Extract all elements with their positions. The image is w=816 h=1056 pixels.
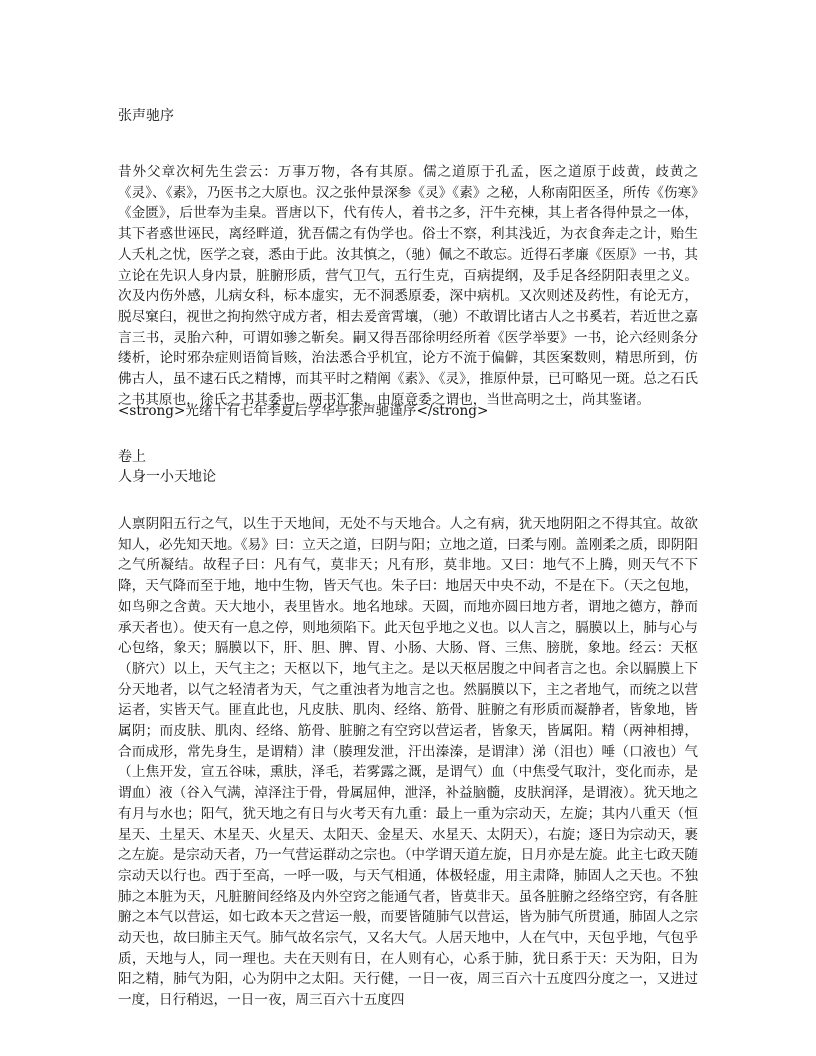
chapter-body: 人禀阴阳五行之气，以生于天地间，无处不与天地合。人之有病，犹天地阴阳之不得其宜。故欲知人，必先知天地。《易》曰：立天之道，曰阴与阳；立地之道，曰柔与刚。盖刚柔之质，即阴阳之气所凝结。故程子曰：凡有气，莫非天；凡有形，莫非地。又曰：地气不上腾，则天气不下降，天气降而至于地，地中生物，皆天气也。朱子曰：地居天中央不动，不是在下。（天之包地，如鸟卵之含黄。天大地小，表里皆水。地名地球。天圆，而地亦圆曰地方者，谓地之德方，静而承天者也）。使天有一息之停，则地须陷下。此天包乎地之义也。以人言之，膈膜以上，肺与心与心包络，象天；膈膜以下，肝、胆、脾、胃、小肠、大肠、肾、三焦、膀胱，象地。经云：天枢（脐穴）以上，天气主之；天枢以下，地气主之。是以天枢居腹之中间者言之也。余以膈膜上下分天地者，以气之轻清者为天，气之重浊者为地言之也。然膈膜以下，主之者地气，而统之以营运者，实皆天气。匪直此也，凡皮肤、肌肉、经络、筋骨、脏腑之有形质而凝静者，皆象地，皆属阴；而皮肤、肌肉、经络、筋骨、脏腑之有空窍以营运者，皆象天，皆属阳。精（两神相搏，合而成形，常先身生，是谓精）津（腠理发泄，汗出溱溱，是谓津）涕（泪也）唾（口液也）气（上焦开发，宣五谷味，熏肤，泽毛，若雾露之溉，是谓气）血（中焦受气取汁，变化而赤，是谓血）液（谷入气满，淖泽注于骨，骨属屈伸，泄泽，补益脑髓，皮肤润泽，是谓液）。犹天地之有月与水也；阳气，犹天地之有日与火考天有九重：最上一重为宗动天，左旋；其内八重天（恒星天、土星天、木星天、火星天、太阳天、金星天、水星天、太阴天），右旋；逐日为宗动天，裹之左旋。是宗动天者，乃一气营运群动之宗也。（中学谓天道左旋，日月亦是左旋。此主七政天随宗动天以行也。西于至高，一呼一吸，与天气相通，体极轻虚，用主肃降，肺固人之天也。不独肺之本脏为天，凡脏腑间经络及内外空窍之能通气者，皆莫非天。虽各脏腑之经络空窍，有各脏腑之本气以营运，如七政本天之营运一般，而要皆随肺气以营运，皆为肺气所贯通，肺固人之宗动天也，故曰肺主天气。肺气故名宗气，又名大气。人居天地中，人在气中，天包乎地，气包乎质，天地与人，同一理也。夫在天则有日，在人则有心，心系于肺，犹日系于天：天为阳，日为阳之精，肺气为阳，心为阴中之太阳。天行健，一日一夜，周三百六十五度四分度之一，又进过一度，日行稍迟，一日一夜，周三百六十五度四 <box>118 516 698 1009</box>
preface-body: 昔外父章次柯先生尝云：万事万物，各有其原。儒之道原于孔孟，医之道原于歧黄，歧黄之《灵》、《素》，乃医书之大原也。汉之张仲景深参《灵》《素》之秘，人称南阳医圣，所传《伤寒》《金匮》，后世奉为圭臬。晋唐以下，代有传人，着书之多，汗牛充棟，其上者各得仲景之一体，其下者惑世诬民，离经畔道，犹吾儒之有伪学也。俗士不察，利其浅近，为衣食奔走之计，贻生人夭札之忧，医学之衰，悉由于此。汝其慎之，（驰）佩之不敢忘。近得石孝廉《医原》一书，其立论在先识人身内景，脏腑形质，营气卫气，五行生克，百病提纲，及手足各经阴阳表里之义。次及内伤外感，儿病女科，标本虚实，无不洞悉原委，深中病机。又次则述及药性，有论无方，脱尽窠臼，视世之拘拘然守成方者，相去爰啻霄壤，（驰）不敢谓比诸古人之书奚若，若近世之嘉言三书，灵胎六种，可谓如骖之靳矣。嗣又得吾邵徐明经所着《医学举要》一书，论六经则条分缕析，论时邪杂症则语简旨赅，治法悉合乎机宜，论方不流于偏僻，其医案数则，精思所到，仿佛古人，虽不逮石氏之精博，而其平时之精阐《素》、《灵》，推原仲景，已可略见一斑。总之石氏之书其原也，徐氏之书其委也，两书汇集，由原竟委之谓也，当世高明之士，尚其鉴诸。 <box>118 164 698 408</box>
preface-title: 张声驰序 <box>118 108 174 124</box>
volume-heading: 卷上 <box>118 449 146 465</box>
preface-signature: <strong>光绪十有七年季夏后学华亭张声驰谨序</strong> <box>118 403 489 419</box>
chapter-title: 人身一小天地论 <box>118 469 216 485</box>
